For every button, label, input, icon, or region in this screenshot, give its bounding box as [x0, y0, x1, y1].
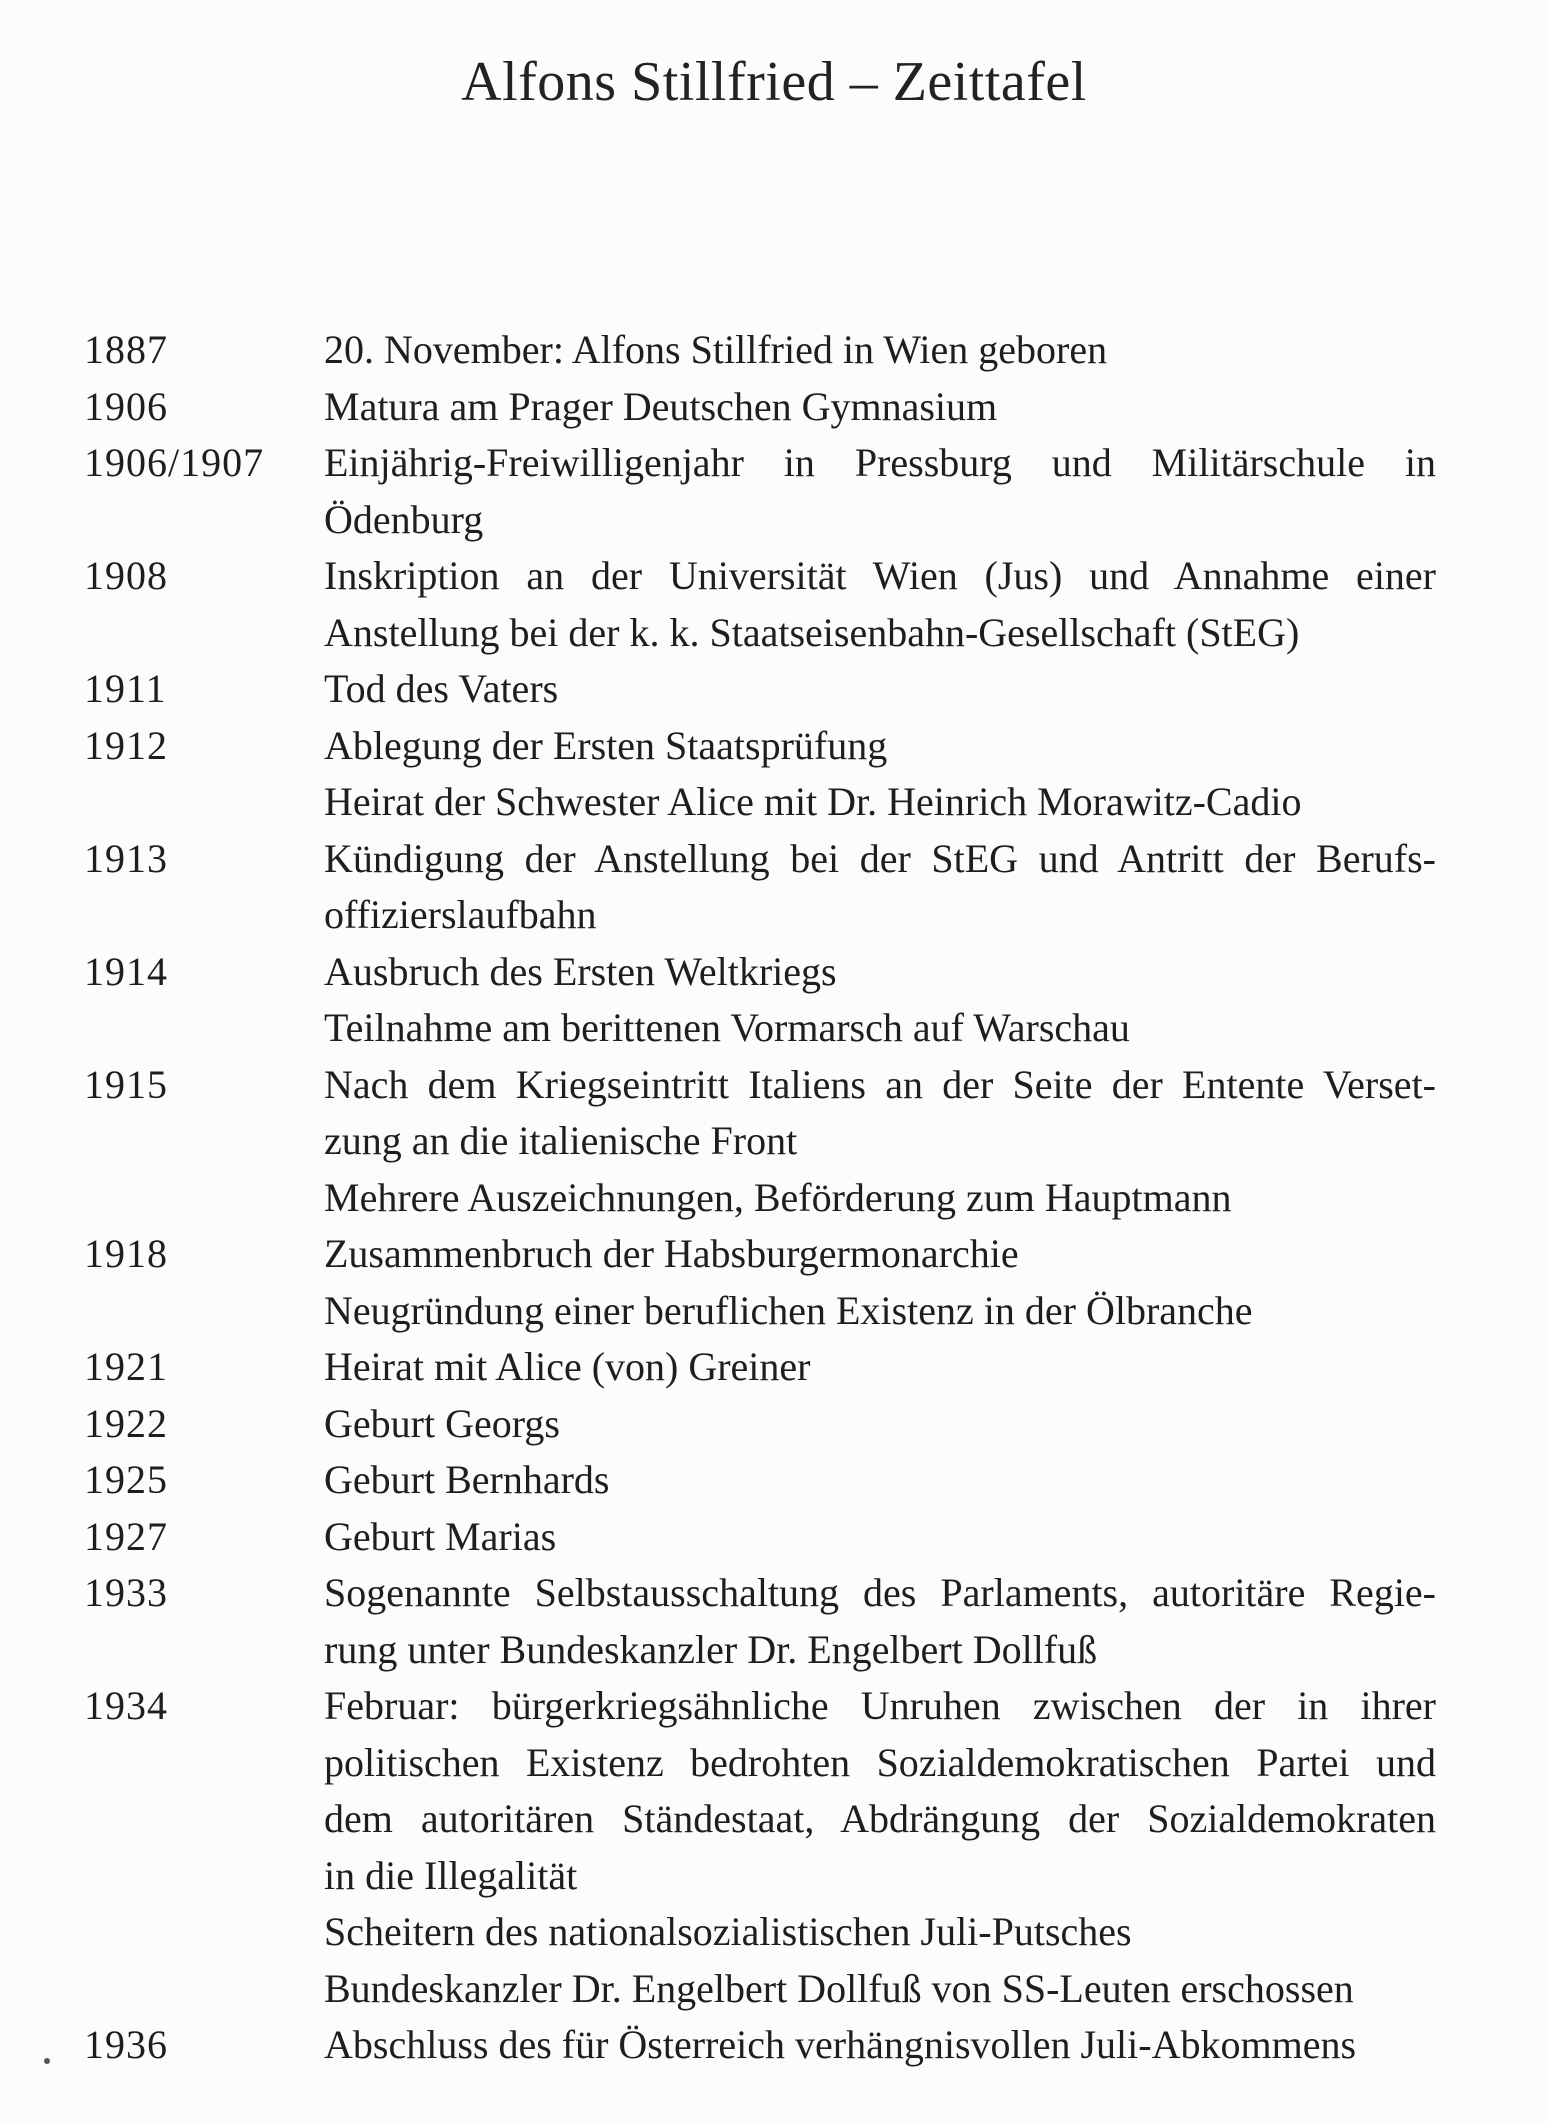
- timeline-year: 1918: [84, 1231, 168, 1276]
- page-title: Alfons Stillfried – Zeittafel: [461, 51, 1087, 113]
- timeline-event: [324, 774, 1436, 831]
- timeline-row: [84, 661, 1436, 718]
- timeline-event-line: Heirat der Schwester Alice mit Dr. Heinrich Morawitz-Cadio: [324, 779, 1302, 824]
- timeline-event: [324, 1057, 1436, 1170]
- timeline-event-line: Tod des Vaters: [324, 666, 559, 711]
- timeline-event-line: Scheitern des nationalsozialistischen Juli-Putsches: [324, 1909, 1132, 1954]
- timeline-event-line: Kündigung der Anstellung bei der StEG und Antritt der Berufs-: [324, 835, 1436, 881]
- timeline-row: [84, 1339, 1436, 1396]
- timeline-row: [84, 1057, 1436, 1170]
- timeline-year: 1911: [84, 666, 167, 711]
- timeline-year: 1933: [84, 1570, 168, 1615]
- timeline-year: 1914: [84, 948, 168, 994]
- timeline-row: [84, 1678, 1436, 1904]
- scan-speck: [44, 2058, 50, 2064]
- timeline-event-line: Teilnahme am berittenen Vormarsch auf Warschau: [324, 1005, 1130, 1050]
- timeline-row: [84, 1961, 1436, 2018]
- timeline-event-line: Nach dem Kriegseintritt Italiens an der Seite der Entente Verset-: [324, 1061, 1436, 1107]
- timeline-row: [84, 1283, 1436, 1340]
- timeline-event-line: Abschluss des für Österreich verhängnisvollen Juli-Abkommens: [324, 2022, 1357, 2067]
- timeline-year: 1912: [84, 722, 168, 768]
- timeline-event: [324, 548, 1436, 661]
- timeline-row: [84, 1565, 1436, 1678]
- timeline-event-line: Ablegung der Ersten Staatsprüfung: [324, 722, 888, 768]
- timeline-event: [324, 718, 1436, 775]
- timeline-event: [324, 1509, 1436, 1566]
- timeline-row: [84, 1226, 1436, 1283]
- timeline-table: [84, 322, 1436, 2074]
- timeline-event-line: zung an die italienische Front: [324, 1118, 798, 1163]
- timeline-event-line: Bundeskanzler Dr. Engelbert Dollfuß von SS-Leuten erschossen: [324, 1965, 1354, 2011]
- timeline-event-line: Geburt Georgs: [324, 1400, 560, 1446]
- timeline-year: 1915: [84, 1061, 168, 1107]
- timeline-event-line: Neugründung einer beruflichen Existenz in der Ölbranche: [324, 1287, 1253, 1333]
- timeline-year: 1922: [84, 1400, 168, 1446]
- timeline-event: [324, 1452, 1436, 1509]
- timeline-row: [84, 1904, 1436, 1961]
- timeline-event-line: Inskription an der Universität Wien (Jus) und Annahme einer: [324, 553, 1436, 598]
- timeline-event-line: Geburt Bernhards: [324, 1457, 610, 1502]
- timeline-event-line: dem autoritären Ständestaat, Abdrängung der Sozialdemokraten: [324, 1796, 1436, 1841]
- timeline-year: 1906/1907: [84, 440, 265, 485]
- timeline-event-line: Zusammenbruch der Habsburgermonarchie: [324, 1231, 1019, 1276]
- timeline-year: 1934: [84, 1683, 168, 1728]
- timeline-row: [84, 379, 1436, 436]
- timeline-event: [324, 1283, 1436, 1340]
- timeline-row: [84, 1509, 1436, 1566]
- timeline-year: 1908: [84, 553, 168, 598]
- timeline-event-line: Mehrere Auszeichnungen, Beförderung zum Hauptmann: [324, 1174, 1232, 1220]
- timeline-event-line: 20. November: Alfons Stillfried in Wien geboren: [324, 327, 1108, 372]
- timeline-year: 1906: [84, 383, 168, 429]
- timeline-row: [84, 774, 1436, 831]
- timeline-event-line: Ausbruch des Ersten Weltkriegs: [324, 948, 837, 994]
- timeline-row: [84, 2017, 1436, 2074]
- timeline-event: [324, 379, 1436, 436]
- timeline-event-line: rung unter Bundeskanzler Dr. Engelbert Dollfuß: [324, 1626, 1098, 1672]
- timeline-event: [324, 661, 1436, 718]
- timeline-year: 1913: [84, 835, 168, 881]
- timeline-row: [84, 718, 1436, 775]
- timeline-row: [84, 435, 1436, 548]
- timeline-event-line: in die Illegalität: [324, 1852, 578, 1898]
- timeline-event-line: Anstellung bei der k. k. Staatseisenbahn-Gesellschaft (StEG): [324, 609, 1300, 655]
- timeline-row: [84, 1170, 1436, 1227]
- timeline-row: [84, 322, 1436, 379]
- timeline-event-line: Matura am Prager Deutschen Gymnasium: [324, 383, 998, 429]
- timeline-row: [84, 548, 1436, 661]
- timeline-event: [324, 1904, 1436, 1961]
- timeline-event: [324, 1396, 1436, 1453]
- timeline-event: [324, 1961, 1436, 2018]
- timeline-event-line: Ödenburg: [324, 496, 484, 542]
- timeline-event: [324, 322, 1436, 379]
- timeline-event: [324, 1000, 1436, 1057]
- timeline-event-line: Sogenannte Selbstausschaltung des Parlaments, autoritäre Regie-: [324, 1570, 1436, 1615]
- timeline-event-line: Einjährig-Freiwilligenjahr in Pressburg und Militärschule in: [324, 440, 1436, 485]
- timeline-event-line: Februar: bürgerkriegsähnliche Unruhen zwischen der in ihrer: [324, 1683, 1436, 1728]
- timeline-event: [324, 1565, 1436, 1678]
- timeline-row: [84, 1396, 1436, 1453]
- timeline-event: [324, 1170, 1436, 1227]
- timeline-event-line: offizierslaufbahn: [324, 892, 597, 937]
- timeline-row: [84, 1452, 1436, 1509]
- timeline-event: [324, 435, 1436, 548]
- timeline-event: [324, 1226, 1436, 1283]
- timeline-row: [84, 831, 1436, 944]
- timeline-event: [324, 1339, 1436, 1396]
- timeline-event-line: Geburt Marias: [324, 1513, 557, 1559]
- timeline-year: 1925: [84, 1457, 168, 1502]
- timeline-year: 1921: [84, 1344, 168, 1389]
- timeline-event: [324, 2017, 1436, 2074]
- timeline-event: [324, 944, 1436, 1001]
- timeline-row: [84, 1000, 1436, 1057]
- timeline-event: [324, 831, 1436, 944]
- timeline-year: 1887: [84, 327, 168, 372]
- timeline-year: 1936: [84, 2022, 168, 2067]
- timeline-event-line: politischen Existenz bedrohten Sozialdemokratischen Partei und: [324, 1739, 1436, 1785]
- timeline-event-line: Heirat mit Alice (von) Greiner: [324, 1344, 811, 1389]
- timeline-row: [84, 944, 1436, 1001]
- timeline-event: [324, 1678, 1436, 1904]
- timeline-year: 1927: [84, 1513, 168, 1559]
